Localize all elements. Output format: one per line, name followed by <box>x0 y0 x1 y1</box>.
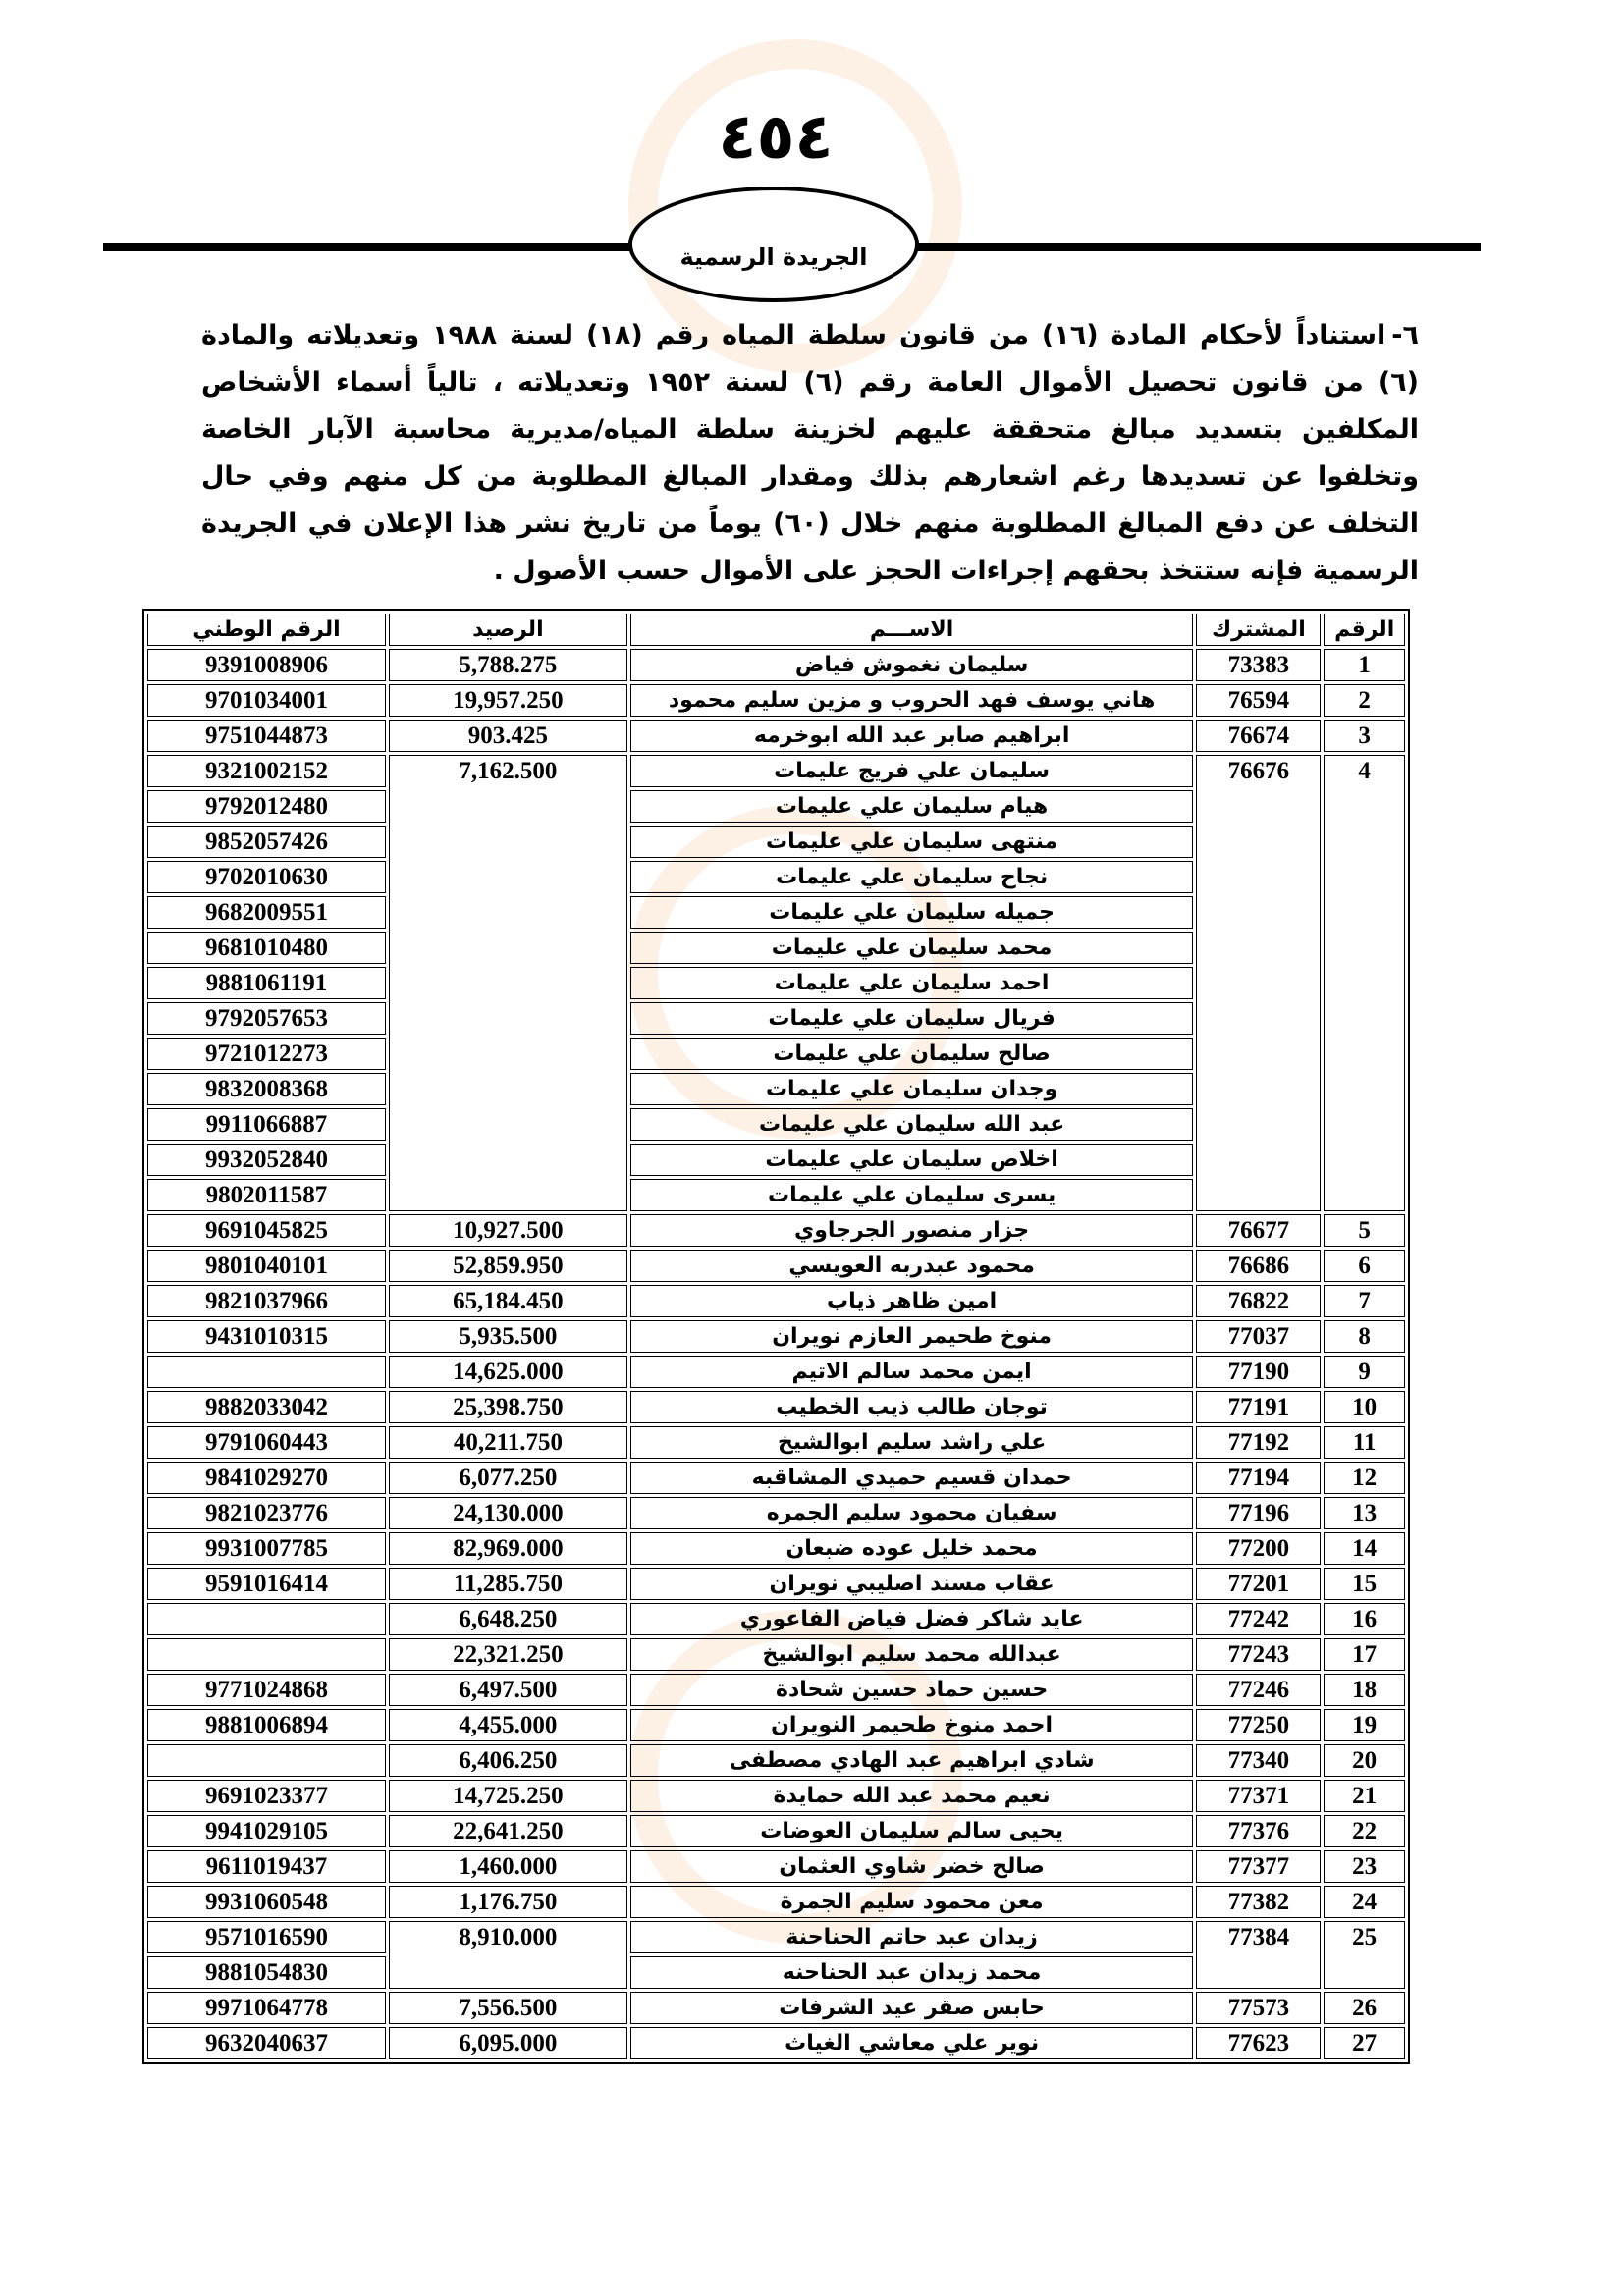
table-row <box>147 1815 1405 1847</box>
person-name: علي راشد سليم ابوالشيخ <box>630 1426 1194 1459</box>
national-id: 9881054830 <box>147 1956 386 1989</box>
national-id: 9391008906 <box>147 649 386 681</box>
person-name: محمد زيدان عبد الحناحنه <box>630 1956 1194 1989</box>
header-national-id: الرقم الوطني <box>147 614 386 646</box>
national-id: 9571016590 <box>147 1921 386 1953</box>
national-id: 9971064778 <box>147 1992 386 2024</box>
header-subscriber: المشترك <box>1196 614 1321 646</box>
person-name: منوخ طحيمر العازم نويران <box>630 1320 1194 1353</box>
person-name: سفيان محمود سليم الجمره <box>630 1497 1194 1529</box>
header-balance: الرصيد <box>389 614 627 646</box>
table-row <box>147 1532 1405 1565</box>
national-id: 9821037966 <box>147 1285 386 1317</box>
person-name: احمد سليمان علي عليمات <box>630 967 1194 999</box>
national-id <box>147 1356 386 1388</box>
national-id: 9881006894 <box>147 1709 386 1741</box>
row-number: 16 <box>1324 1603 1405 1635</box>
person-name: نعيم محمد عبد الله حمايدة <box>630 1780 1194 1812</box>
subscriber-number: 77382 <box>1196 1886 1321 1918</box>
subscriber-number: 77196 <box>1196 1497 1321 1529</box>
person-name: هيام سليمان علي عليمات <box>630 790 1194 823</box>
table-row <box>147 1780 1405 1812</box>
person-name: عايد شاكر فضل فياض الفاعوري <box>630 1603 1194 1635</box>
row-number: 18 <box>1324 1674 1405 1706</box>
person-name: جميله سليمان علي عليمات <box>630 896 1194 929</box>
row-number: 2 <box>1324 684 1405 717</box>
person-name: سليمان علي فريج عليمات <box>630 755 1194 787</box>
national-id: 9691045825 <box>147 1214 386 1247</box>
person-name: سليمان نغموش فياض <box>630 649 1194 681</box>
subscriber-number: 76676 <box>1196 755 1321 1211</box>
subscriber-number: 77037 <box>1196 1320 1321 1353</box>
subscriber-number: 76686 <box>1196 1250 1321 1282</box>
subscriber-number: 77246 <box>1196 1674 1321 1706</box>
row-number: 3 <box>1324 720 1405 752</box>
balance: 8,910.000 <box>389 1921 627 1989</box>
row-number: 21 <box>1324 1780 1405 1812</box>
subscriber-number: 76594 <box>1196 684 1321 717</box>
national-id: 9691023377 <box>147 1780 386 1812</box>
person-name: احمد منوخ طحيمر النويران <box>630 1709 1194 1741</box>
row-number: 8 <box>1324 1320 1405 1353</box>
table-row <box>147 1320 1405 1353</box>
gazette-title-oval <box>628 187 919 302</box>
subscriber-number: 77384 <box>1196 1921 1321 1989</box>
person-name: حمدان قسيم حميدي المشاقبه <box>630 1462 1194 1494</box>
table-row <box>147 1709 1405 1741</box>
balance: 6,077.250 <box>389 1462 627 1494</box>
national-id: 9931060548 <box>147 1886 386 1918</box>
person-name: محمد خليل عوده ضبعان <box>630 1532 1194 1565</box>
person-name: عقاب مسند اصليبي نويران <box>630 1568 1194 1600</box>
notice-paragraph <box>201 312 1419 595</box>
national-id: 9431010315 <box>147 1320 386 1353</box>
subscriber-number: 77377 <box>1196 1850 1321 1883</box>
notice-text: استناداً لأحكام المادة (١٦) من قانون سلطة المياه رقم (١٨) لسنة ١٩٨٨ وتعديلاته والمادة (٦) من قانون تحصيل الأموال العامة رقم (٦) لسنة ١٩٥٢ وتعديلاته ، تالياً أسماء الأشخاص المكلفين بتسديد مبالغ متحققة عليهم لخزينة سلطة المياه/مديرية محاسبة الآبار الخاصة وتخلفوا عن تسديدها رغم اشعارهم بذلك ومقدار المبالغ المطلوبة من كل منهم وفي حال التخلف عن دفع المبالغ المطلوبة منهم خلال (٦٠) يوماً من تاريخ نشر هذا الإعلان في الجريدة الرسمية فإنه ستتخذ بحقهم إجراءات الحجز على الأموال حسب الأصول . <box>201 320 1419 586</box>
subscriber-number: 73383 <box>1196 649 1321 681</box>
person-name: صالح خضر شاوي العثمان <box>630 1850 1194 1883</box>
national-id: 9682009551 <box>147 896 386 929</box>
national-id: 9801040101 <box>147 1250 386 1282</box>
national-id: 9911066887 <box>147 1108 386 1141</box>
national-id: 9841029270 <box>147 1462 386 1494</box>
row-number: 10 <box>1324 1391 1405 1423</box>
page-content <box>142 312 1419 2064</box>
subscriber-number: 76674 <box>1196 720 1321 752</box>
row-number: 20 <box>1324 1744 1405 1777</box>
national-id: 9681010480 <box>147 932 386 964</box>
row-number: 6 <box>1324 1250 1405 1282</box>
national-id: 9632040637 <box>147 2027 386 2059</box>
national-id: 9821023776 <box>147 1497 386 1529</box>
balance: 6,497.500 <box>389 1674 627 1706</box>
person-name: نجاح سليمان علي عليمات <box>630 861 1194 893</box>
national-id: 9771024868 <box>147 1674 386 1706</box>
national-id: 9751044873 <box>147 720 386 752</box>
row-number: 25 <box>1324 1921 1405 1989</box>
subscriber-number: 77623 <box>1196 2027 1321 2059</box>
table-row <box>147 1674 1405 1706</box>
subscriber-number: 77190 <box>1196 1356 1321 1388</box>
person-name: زيدان عبد حاتم الحناحنة <box>630 1921 1194 1953</box>
balance: 1,460.000 <box>389 1850 627 1883</box>
row-number: 5 <box>1324 1214 1405 1247</box>
table-row <box>147 1462 1405 1494</box>
balance: 5,935.500 <box>389 1320 627 1353</box>
national-id: 9932052840 <box>147 1144 386 1176</box>
table-row <box>147 1391 1405 1423</box>
national-id: 9882033042 <box>147 1391 386 1423</box>
subscriber-number: 77201 <box>1196 1568 1321 1600</box>
balance: 11,285.750 <box>389 1568 627 1600</box>
row-number: 11 <box>1324 1426 1405 1459</box>
subscriber-number: 77194 <box>1196 1462 1321 1494</box>
row-number: 13 <box>1324 1497 1405 1529</box>
table-row <box>147 755 1405 787</box>
row-number: 26 <box>1324 1992 1405 2024</box>
table-row <box>147 684 1405 717</box>
subscriber-number: 77573 <box>1196 1992 1321 2024</box>
table-row <box>147 1744 1405 1777</box>
person-name: عبد الله سليمان علي عليمات <box>630 1108 1194 1141</box>
person-name: يسرى سليمان علي عليمات <box>630 1179 1194 1211</box>
national-id: 9792057653 <box>147 1002 386 1035</box>
person-name: يحيى سالم سليمان العوضات <box>630 1815 1194 1847</box>
national-id: 9321002152 <box>147 755 386 787</box>
national-id: 9852057426 <box>147 826 386 858</box>
national-id: 9611019437 <box>147 1850 386 1883</box>
person-name: ايمن محمد سالم الاتيم <box>630 1356 1194 1388</box>
balance: 82,969.000 <box>389 1532 627 1565</box>
table-row <box>147 720 1405 752</box>
table-row <box>147 1886 1405 1918</box>
row-number: 15 <box>1324 1568 1405 1600</box>
table-row <box>147 1638 1405 1671</box>
national-id: 9702010630 <box>147 861 386 893</box>
row-number: 14 <box>1324 1532 1405 1565</box>
balance: 25,398.750 <box>389 1391 627 1423</box>
person-name: ابراهيم صابر عبد الله ابوخرمه <box>630 720 1194 752</box>
balance: 65,184.450 <box>389 1285 627 1317</box>
table-row <box>147 1426 1405 1459</box>
person-name: اخلاص سليمان علي عليمات <box>630 1144 1194 1176</box>
person-name: هاني يوسف فهد الحروب و مزين سليم محمود <box>630 684 1194 717</box>
subscriber-number: 77243 <box>1196 1638 1321 1671</box>
balance: 22,321.250 <box>389 1638 627 1671</box>
subscriber-number: 76677 <box>1196 1214 1321 1247</box>
balance: 19,957.250 <box>389 684 627 717</box>
row-number: 1 <box>1324 649 1405 681</box>
balance: 22,641.250 <box>389 1815 627 1847</box>
national-id: 9941029105 <box>147 1815 386 1847</box>
person-name: توجان طالب ذيب الخطيب <box>630 1391 1194 1423</box>
national-id: 9881061191 <box>147 967 386 999</box>
person-name: فريال سليمان علي عليمات <box>630 1002 1194 1035</box>
table-row <box>147 1497 1405 1529</box>
national-id <box>147 1744 386 1777</box>
row-number: 24 <box>1324 1886 1405 1918</box>
balance: 40,211.750 <box>389 1426 627 1459</box>
person-name: حسين حماد حسين شحادة <box>630 1674 1194 1706</box>
subscriber-number: 77371 <box>1196 1780 1321 1812</box>
subscriber-number: 77376 <box>1196 1815 1321 1847</box>
table-row <box>147 1921 1405 1953</box>
subscriber-number: 77242 <box>1196 1603 1321 1635</box>
table-row <box>147 1850 1405 1883</box>
row-number: 22 <box>1324 1815 1405 1847</box>
person-name: وجدان سليمان علي عليمات <box>630 1073 1194 1105</box>
balance: 6,648.250 <box>389 1603 627 1635</box>
table-row <box>147 1356 1405 1388</box>
table-row <box>147 1285 1405 1317</box>
table-row <box>147 2027 1405 2059</box>
header-no: الرقم <box>1324 614 1405 646</box>
header-name: الاســـم <box>630 614 1194 646</box>
balance: 10,927.500 <box>389 1214 627 1247</box>
person-name: محمود عبدربه العويسي <box>630 1250 1194 1282</box>
table-row <box>147 1250 1405 1282</box>
balance: 6,406.250 <box>389 1744 627 1777</box>
balance: 6,095.000 <box>389 2027 627 2059</box>
row-number: 4 <box>1324 755 1405 1211</box>
page-number: ٤٥٤ <box>718 101 834 174</box>
row-number: 17 <box>1324 1638 1405 1671</box>
row-number: 12 <box>1324 1462 1405 1494</box>
table-row <box>147 1214 1405 1247</box>
balance: 24,130.000 <box>389 1497 627 1529</box>
subscriber-number: 77250 <box>1196 1709 1321 1741</box>
balance: 7,162.500 <box>389 755 627 1211</box>
subscriber-number: 76822 <box>1196 1285 1321 1317</box>
balance: 7,556.500 <box>389 1992 627 2024</box>
table-header-row <box>147 614 1405 646</box>
notice-item-number: ٦- <box>1391 320 1419 350</box>
balance: 903.425 <box>389 720 627 752</box>
person-name: جزار منصور الجرجاوي <box>630 1214 1194 1247</box>
debtors-table <box>142 609 1410 2064</box>
subscriber-number: 77200 <box>1196 1532 1321 1565</box>
balance: 1,176.750 <box>389 1886 627 1918</box>
balance: 4,455.000 <box>389 1709 627 1741</box>
national-id: 9931007785 <box>147 1532 386 1565</box>
person-name: شادي ابراهيم عبد الهادي مصطفى <box>630 1744 1194 1777</box>
subscriber-number: 77191 <box>1196 1391 1321 1423</box>
row-number: 7 <box>1324 1285 1405 1317</box>
table-row <box>147 1603 1405 1635</box>
person-name: نوير علي معاشي الغياث <box>630 2027 1194 2059</box>
table-row <box>147 649 1405 681</box>
balance: 14,625.000 <box>389 1356 627 1388</box>
table-row <box>147 1568 1405 1600</box>
table-row <box>147 1992 1405 2024</box>
balance: 14,725.250 <box>389 1780 627 1812</box>
row-number: 27 <box>1324 2027 1405 2059</box>
national-id <box>147 1603 386 1635</box>
subscriber-number: 77340 <box>1196 1744 1321 1777</box>
balance: 52,859.950 <box>389 1250 627 1282</box>
gazette-title: الجريدة الرسمية <box>679 243 868 271</box>
row-number: 9 <box>1324 1356 1405 1388</box>
national-id <box>147 1638 386 1671</box>
national-id: 9802011587 <box>147 1179 386 1211</box>
national-id: 9791060443 <box>147 1426 386 1459</box>
person-name: عبدالله محمد سليم ابوالشيخ <box>630 1638 1194 1671</box>
person-name: حابس صقر عيد الشرفات <box>630 1992 1194 2024</box>
row-number: 23 <box>1324 1850 1405 1883</box>
subscriber-number: 77192 <box>1196 1426 1321 1459</box>
row-number: 19 <box>1324 1709 1405 1741</box>
person-name: منتهى سليمان علي عليمات <box>630 826 1194 858</box>
national-id: 9721012273 <box>147 1038 386 1070</box>
national-id: 9832008368 <box>147 1073 386 1105</box>
national-id: 9701034001 <box>147 684 386 717</box>
person-name: صالح سليمان علي عليمات <box>630 1038 1194 1070</box>
person-name: معن محمود سليم الجمرة <box>630 1886 1194 1918</box>
person-name: محمد سليمان علي عليمات <box>630 932 1194 964</box>
balance: 5,788.275 <box>389 649 627 681</box>
national-id: 9591016414 <box>147 1568 386 1600</box>
person-name: امين ظاهر ذياب <box>630 1285 1194 1317</box>
national-id: 9792012480 <box>147 790 386 823</box>
